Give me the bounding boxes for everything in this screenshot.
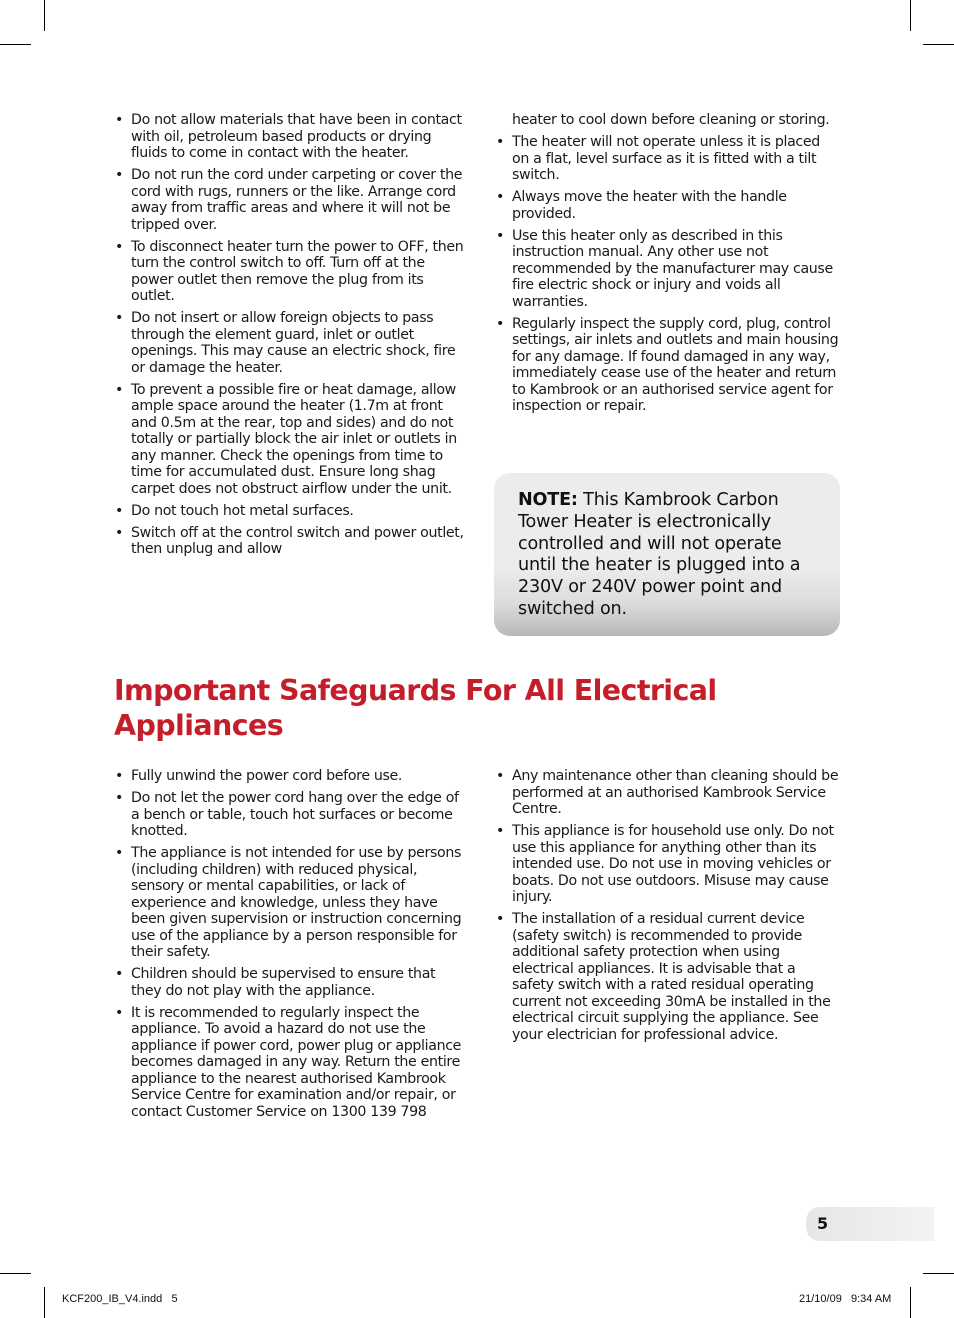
section-heading: Important Safeguards For All Electrical Appliances xyxy=(114,674,717,742)
footer-file-name: KCF200_IB_V4.indd 5 xyxy=(62,1293,178,1305)
list-item: • Use this heater only as described in this instruction manual. Any other use not recommended by the manufacturer may cause fire electric shock or injury and voids all warranties. xyxy=(495,228,840,311)
page-number-tab xyxy=(806,1207,934,1241)
list-item: • Children should be supervised to ensure that they do not play with the appliance. xyxy=(114,966,464,999)
list-item: • Do not allow materials that have been in contact with oil, petroleum based products or drying fluids to come in contact with the heater. xyxy=(114,112,464,162)
top-left-column xyxy=(114,112,464,563)
crop-mark xyxy=(0,1273,31,1274)
bottom-right-column xyxy=(495,768,840,1049)
note-text: This Kambrook Carbon Tower Heater is electronically controlled and will not operate until the heater is plugged into a 230V or 240V power point and switched on. xyxy=(518,490,801,619)
crop-mark xyxy=(923,1273,954,1274)
crop-mark xyxy=(910,1287,911,1318)
bullet-list xyxy=(114,112,464,558)
footer-timestamp: 21/10/09 9:34 AM xyxy=(799,1293,892,1305)
crop-mark xyxy=(44,1287,45,1318)
list-item: • Any maintenance other than cleaning should be performed at an authorised Kambrook Service Centre. xyxy=(495,768,840,818)
list-item: • Switch off at the control switch and power outlet, then unplug and allow xyxy=(114,525,464,558)
list-item: • The installation of a residual current device (safety switch) is recommended to provide additional safety protection when using electrical appliances. It is advisable that a safety switch with a rated residual operating current not exceeding 30mA be installed in the electrical circuit supplying the appliance. See your electrician for professional advice. xyxy=(495,911,840,1043)
bullet-list xyxy=(495,768,840,1043)
list-item: • It is recommended to regularly inspect the appliance. To avoid a hazard do not use the appliance if power cord, power plug or appliance becomes damaged in any way. Return the entire appliance to the nearest authorised Kambrook Service Centre for examination and/or repair, or contact Customer Service on 1300 139 798 xyxy=(114,1005,464,1121)
note-box xyxy=(494,473,840,636)
list-item: • Always move the heater with the handle provided. xyxy=(495,189,840,222)
top-right-column xyxy=(495,112,840,420)
list-item: • Do not insert or allow foreign objects to pass through the element guard, inlet or outlet openings. This may cause an electric shock, fire or damage the heater. xyxy=(114,310,464,376)
list-item: • Do not let the power cord hang over the edge of a bench or table, touch hot surfaces or become knotted. xyxy=(114,790,464,840)
page-number: 5 xyxy=(817,1214,829,1233)
list-item: • Do not run the cord under carpeting or cover the cord with rugs, runners or the like. Arrange cord away from traffic areas and where it will not be tripped over. xyxy=(114,167,464,233)
bullet-list xyxy=(495,112,840,415)
list-item: • Do not touch hot metal surfaces. xyxy=(114,503,464,520)
crop-mark xyxy=(923,44,954,45)
note-label: NOTE: xyxy=(518,490,578,510)
bullet-list xyxy=(114,768,464,1120)
list-item: • To disconnect heater turn the power to OFF, then turn the control switch to off. Turn off at the power outlet then remove the plug from its outlet. xyxy=(114,239,464,305)
crop-mark xyxy=(44,0,45,31)
list-item: • The appliance is not intended for use by persons (including children) with reduced physical, sensory or mental capabilities, or lack of experience and knowledge, unless they have been given supervision or instruction concerning use of the appliance by a person responsible for their safety. xyxy=(114,845,464,961)
list-item: • The heater will not operate unless it is placed on a flat, level surface as it is fitted with a tilt switch. xyxy=(495,134,840,184)
crop-mark xyxy=(0,44,31,45)
list-item: • To prevent a possible fire or heat damage, allow ample space around the heater (1.7m at front and 0.5m at the rear, top and sides) and do not totally or partially block the air inlet or outlets in any manner. Check the openings from time to time for accumulated dust. Ensure long shag carpet does not obstruct airflow under the unit. xyxy=(114,382,464,498)
list-item: • Regularly inspect the supply cord, plug, control settings, air inlets and outlets and main housing for any damage. If found damaged in any way, immediately cease use of the heater and return to Kambrook or an authorised service agent for inspection or repair. xyxy=(495,316,840,415)
list-item: • This appliance is for household use only. Do not use this appliance for anything other than its intended use. Do not use in moving vehicles or boats. Do not use outdoors. Misuse may cause injury. xyxy=(495,823,840,906)
list-item-continuation: heater to cool down before cleaning or storing. xyxy=(512,112,830,128)
crop-mark xyxy=(910,0,911,31)
bottom-left-column xyxy=(114,768,464,1126)
list-item: • Fully unwind the power cord before use. xyxy=(114,768,464,785)
